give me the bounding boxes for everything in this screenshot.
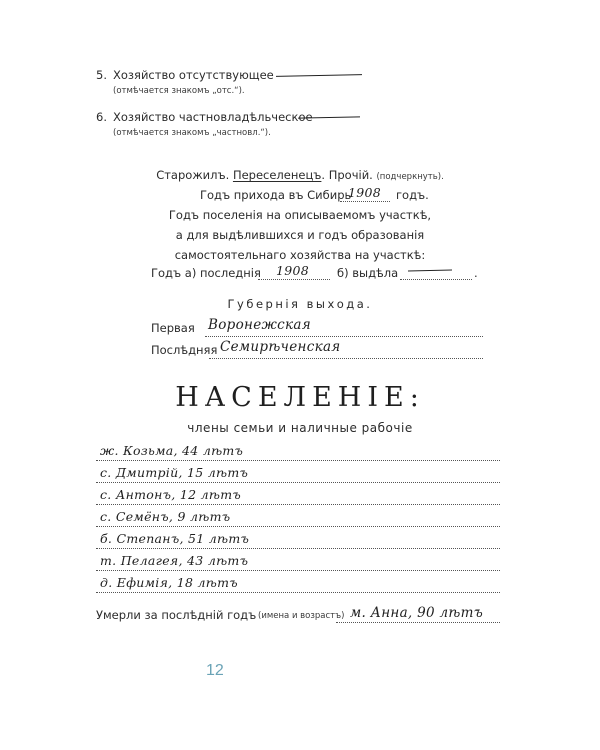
- member-entry: с. Антонъ, 12 лѣтъ: [100, 487, 241, 502]
- settlement-category-line: [0, 168, 600, 182]
- province-last-label: Послѣдняя: [151, 343, 218, 357]
- year-split-dash-mark: [408, 270, 452, 272]
- province-last-line: [209, 358, 483, 359]
- province-heading: Губернiя выхода.: [227, 297, 373, 311]
- year-last: 1908: [276, 263, 310, 278]
- province-last-value: Семирѣченская: [220, 339, 341, 355]
- page-number: 12: [206, 662, 224, 679]
- population-subtitle: члены семьи и наличные рабочiе: [187, 421, 413, 435]
- item5-dash-mark: [276, 74, 362, 77]
- settlement-line3: а для выдѣлившихся и годъ образованiя: [175, 228, 425, 242]
- item5-note: (отмѣчается знакомъ „отс.“).: [113, 86, 245, 96]
- deceased-label: Умерли за послѣднiй годъ: [96, 608, 257, 622]
- category-other: . Прочiй.: [321, 168, 373, 182]
- member-line: [96, 548, 500, 549]
- arrival-label: Годъ прихода въ Сибирь: [200, 188, 352, 202]
- item5-label: Хозяйство отсутствующее: [113, 68, 274, 82]
- category-old: Старожилъ.: [156, 168, 230, 182]
- category-note: (подчеркнуть).: [376, 172, 444, 182]
- settlement-line4: самостоятельнаго хозяйства на участкѣ:: [174, 248, 426, 262]
- member-entry: т. Пелагея, 43 лѣтъ: [100, 553, 249, 568]
- member-entry: ж. Козьма, 44 лѣтъ: [100, 443, 244, 458]
- item6-label: Хозяйство частновладѣльческое: [113, 110, 313, 124]
- population-title: НАСЕЛЕНIЕ:: [175, 382, 425, 413]
- item6-dash-mark: [298, 116, 360, 118]
- deceased-note: (имена и возрастъ): [258, 611, 345, 621]
- province-first-value: Воронежская: [208, 317, 311, 333]
- category-settler: Переселенецъ: [232, 168, 322, 182]
- member-entry: с. Дмитрiй, 15 лѣтъ: [100, 465, 249, 480]
- year-label: Годъ а) последнiя: [151, 266, 261, 280]
- member-line: [96, 592, 500, 593]
- settlement-line2: Годъ поселенiя на описываемомъ участкѣ,: [168, 208, 432, 222]
- arrival-year-line: [340, 201, 390, 202]
- member-line: [96, 482, 500, 483]
- member-entry: с. Семёнъ, 9 лѣтъ: [100, 509, 231, 524]
- item6-number: 6.: [96, 110, 107, 124]
- member-entry: б. Степанъ, 51 лѣтъ: [100, 531, 250, 546]
- member-line: [96, 460, 500, 461]
- item6-note: (отмѣчается знакомъ „частновл.“).: [113, 128, 271, 138]
- deceased-line: [336, 622, 500, 623]
- member-entry: д. Ефимiя, 18 лѣтъ: [100, 575, 238, 590]
- year-split-label: б) выдѣла: [337, 266, 399, 280]
- year-last-line: [258, 279, 330, 280]
- arrival-year: 1908: [348, 185, 382, 200]
- member-line: [96, 504, 500, 505]
- deceased-value: м. Анна, 90 лѣтъ: [350, 605, 483, 621]
- province-first-line: [205, 336, 483, 337]
- year-end: .: [474, 266, 478, 280]
- year-split-line: [400, 279, 472, 280]
- arrival-suffix: годъ.: [396, 188, 429, 202]
- member-line: [96, 570, 500, 571]
- province-first-label: Первая: [151, 321, 195, 335]
- member-line: [96, 526, 500, 527]
- item5-number: 5.: [96, 68, 107, 82]
